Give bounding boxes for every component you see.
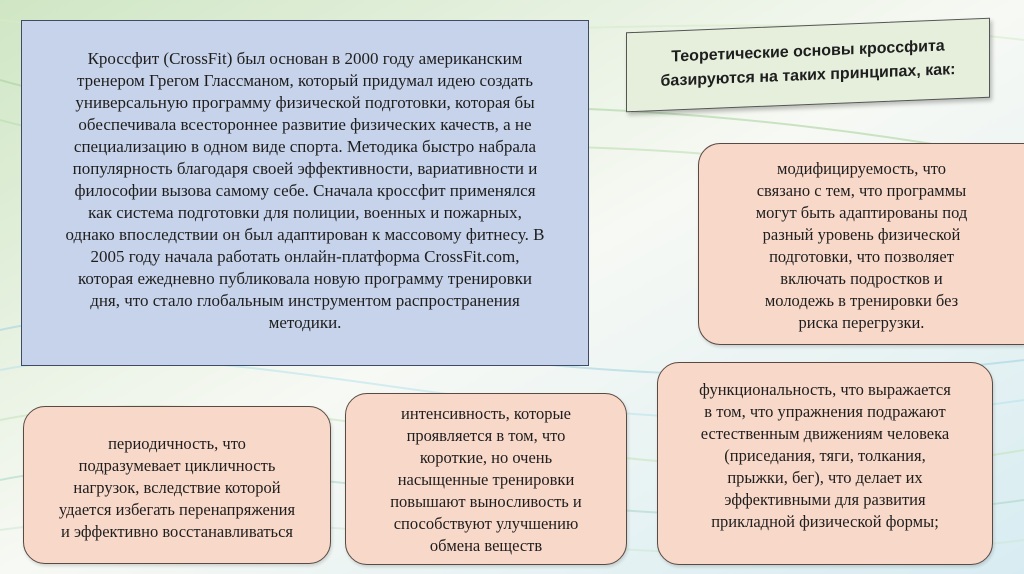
intro-line: популярность благодаря своей эффективности, вариативности и	[72, 159, 538, 178]
intro-line: как система подготовки для полиции, военных и пожарных,	[88, 203, 522, 222]
principle-modifiability-box	[698, 143, 1024, 345]
principle-line: и эффективно восстанавливаться	[60, 522, 293, 541]
principle-line: могут быть адаптированы под	[755, 203, 968, 222]
intro-line: которая ежедневно публиковала новую программу тренировки	[77, 269, 533, 288]
principle-line: разный уровень физической	[762, 225, 961, 244]
intro-line: 2005 году начала работать онлайн-платформа CrossFit.com,	[90, 247, 520, 266]
principle-line: прыжки, бег), что делает их	[727, 468, 923, 487]
intro-line: философии вызова самому себе. Сначала кроссфит применялся	[74, 181, 536, 200]
principle-periodicity-box	[23, 406, 331, 564]
banner-line: Теоретические основы кроссфита	[671, 37, 945, 66]
principle-line: в том, что упражнения подражают	[704, 402, 946, 421]
intro-line: методики.	[268, 313, 342, 332]
principles-heading-banner	[626, 18, 990, 113]
principle-line: короткие, но очень	[419, 448, 553, 467]
intro-line: универсальную программу физической подготовки, которая бы	[75, 93, 535, 112]
principle-line: обмена веществ	[429, 536, 543, 555]
banner-line: базируются на таких принципах, как:	[660, 61, 956, 90]
principle-line: прикладной физической формы;	[711, 512, 939, 531]
principle-line: молодежь в тренировки без	[764, 291, 959, 310]
principle-line: риска перегрузки.	[798, 313, 925, 332]
principle-line: периодичность, что	[108, 434, 246, 453]
principle-line: модифицируемость, что	[777, 159, 946, 178]
principle-line: проявляется в том, что	[406, 426, 566, 445]
intro-line: специализацию в одном виде спорта. Методика быстро набрала	[73, 137, 537, 156]
principle-line: повышают выносливость и	[390, 492, 582, 511]
principle-line: включать подростков и	[780, 269, 943, 288]
principle-line: подготовки, что позволяет	[769, 247, 954, 266]
principle-line: функциональность, что выражается	[699, 380, 951, 399]
intro-line: дня, что стало глобальным инструментом распространения	[90, 291, 520, 310]
principle-line: связано с тем, что программы	[756, 181, 967, 200]
principle-line: насыщенные тренировки	[397, 470, 575, 489]
principle-intensity-box	[345, 393, 627, 565]
principle-line: интенсивность, которые	[401, 404, 571, 423]
principle-line: способствуют улучшению	[393, 514, 579, 533]
intro-line: однако впоследствии он был адаптирован к массовому фитнесу. В	[65, 225, 545, 244]
principle-line: нагрузок, вследствие которой	[73, 478, 281, 497]
principle-line: естественным движениям человека	[700, 424, 950, 443]
principle-line: удается избегать перенапряжения	[58, 500, 296, 519]
intro-text-box	[21, 20, 589, 366]
principle-line: эффективными для развития	[724, 490, 926, 509]
intro-line: тренером Грегом Глассманом, который придумал идею создать	[77, 71, 533, 90]
intro-line: Кроссфит (CrossFit) был основан в 2000 году американским	[87, 49, 523, 68]
principle-line: подразумевает цикличность	[78, 456, 276, 475]
principle-line: (приседания, тяги, толкания,	[724, 446, 926, 465]
principle-functionality-box	[657, 362, 993, 565]
intro-line: обеспечивала всестороннее развитие физических качеств, а не	[78, 115, 532, 134]
